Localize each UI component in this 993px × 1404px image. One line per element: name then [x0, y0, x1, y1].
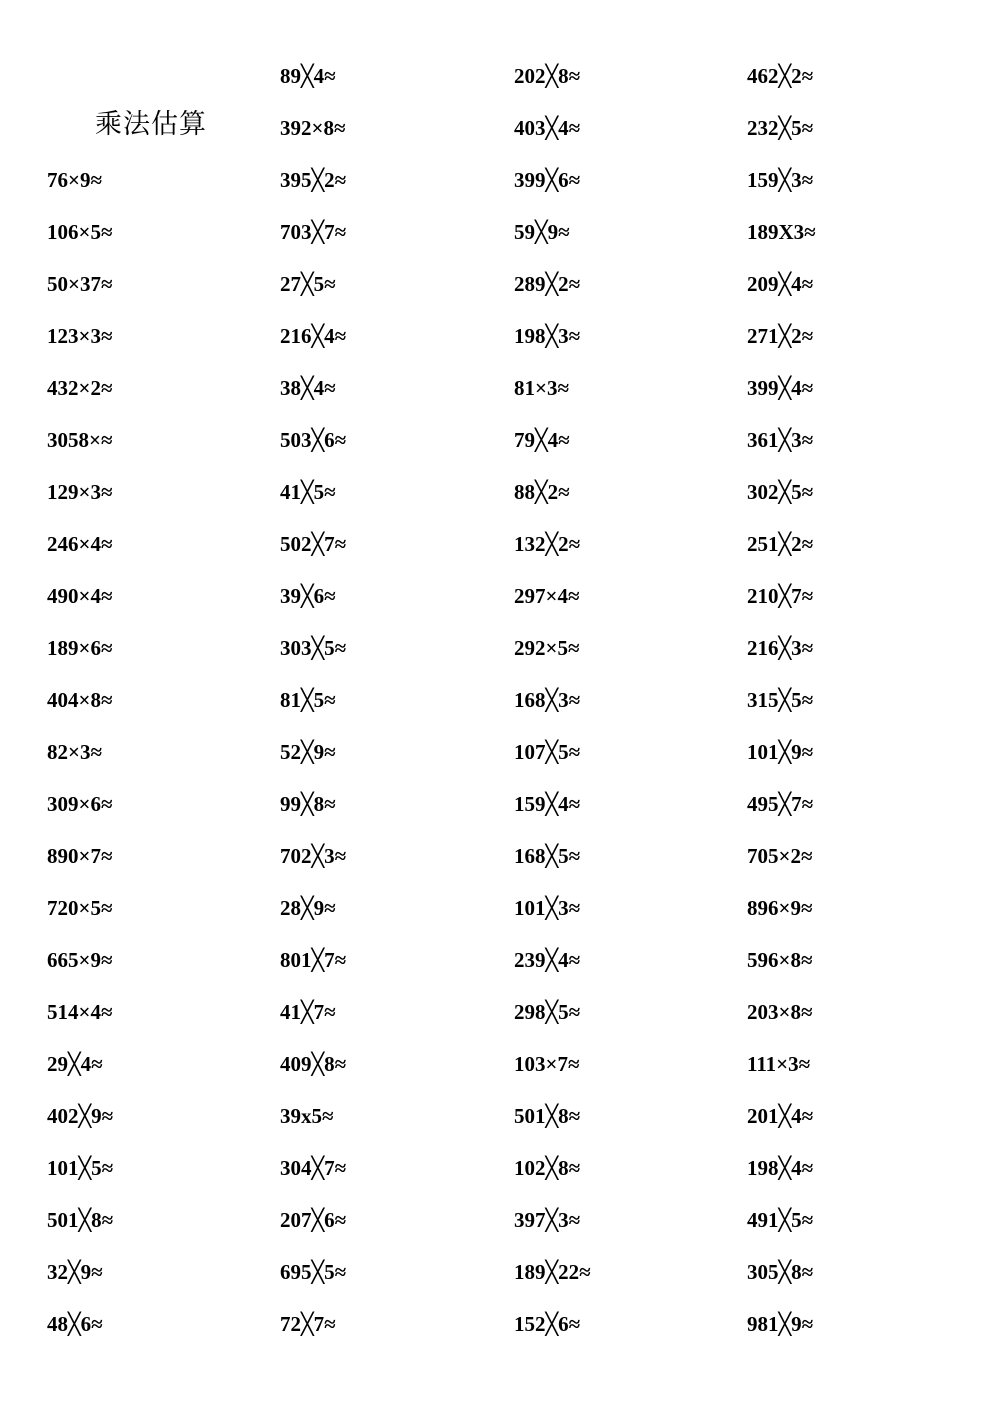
estimation-problem: 503╳6≈	[280, 428, 347, 452]
estimation-problem: 72╳7≈	[280, 1312, 336, 1336]
estimation-problem: 514×4≈	[47, 1000, 113, 1024]
estimation-problem: 39╳6≈	[280, 584, 336, 608]
estimation-problem: 59╳9≈	[514, 220, 570, 244]
estimation-problem: 305╳8≈	[747, 1260, 814, 1284]
estimation-problem: 103×7≈	[514, 1052, 580, 1076]
estimation-problem: 491╳5≈	[747, 1208, 814, 1232]
estimation-problem: 198╳4≈	[747, 1156, 814, 1180]
estimation-problem: 216╳3≈	[747, 636, 814, 660]
estimation-problem: 107╳5≈	[514, 740, 581, 764]
estimation-problem: 52╳9≈	[280, 740, 336, 764]
estimation-problem: 361╳3≈	[747, 428, 814, 452]
estimation-problem: 99╳8≈	[280, 792, 336, 816]
estimation-problem: 159╳4≈	[514, 792, 581, 816]
estimation-problem: 502╳7≈	[280, 532, 347, 556]
estimation-problem: 409╳8≈	[280, 1052, 347, 1076]
estimation-problem: 81╳5≈	[280, 688, 336, 712]
estimation-problem: 397╳3≈	[514, 1208, 581, 1232]
estimation-problem: 304╳7≈	[280, 1156, 347, 1180]
estimation-problem: 101╳5≈	[47, 1156, 114, 1180]
estimation-problem: 207╳6≈	[280, 1208, 347, 1232]
estimation-problem: 168╳5≈	[514, 844, 581, 868]
estimation-problem: 39x5≈	[280, 1104, 334, 1128]
estimation-problem: 596×8≈	[747, 948, 813, 972]
estimation-problem: 232╳5≈	[747, 116, 814, 140]
estimation-problem: 703╳7≈	[280, 220, 347, 244]
estimation-problem: 111×3≈	[747, 1052, 811, 1076]
estimation-problem: 159╳3≈	[747, 168, 814, 192]
estimation-problem: 705×2≈	[747, 844, 813, 868]
estimation-problem: 101╳3≈	[514, 896, 581, 920]
estimation-problem: 29╳4≈	[47, 1052, 103, 1076]
estimation-problem: 399╳4≈	[747, 376, 814, 400]
estimation-problem: 106×5≈	[47, 220, 113, 244]
estimation-problem: 981╳9≈	[747, 1312, 814, 1336]
estimation-problem: 432×2≈	[47, 376, 113, 400]
estimation-problem: 890×7≈	[47, 844, 113, 868]
estimation-problem: 216╳4≈	[280, 324, 347, 348]
estimation-problem: 404×8≈	[47, 688, 113, 712]
estimation-problem: 88╳2≈	[514, 480, 570, 504]
estimation-problem: 399╳6≈	[514, 168, 581, 192]
estimation-problem: 132╳2≈	[514, 532, 581, 556]
estimation-problem: 82×3≈	[47, 740, 102, 764]
estimation-problem: 129×3≈	[47, 480, 113, 504]
estimation-problem: 89╳4≈	[280, 64, 336, 88]
estimation-problem: 309×6≈	[47, 792, 113, 816]
estimation-problem: 201╳4≈	[747, 1104, 814, 1128]
estimation-problem: 41╳5≈	[280, 480, 336, 504]
estimation-problem: 402╳9≈	[47, 1104, 114, 1128]
estimation-problem: 501╳8≈	[514, 1104, 581, 1128]
estimation-problem: 3058×≈	[47, 428, 113, 452]
estimation-problem: 209╳4≈	[747, 272, 814, 296]
estimation-problem: 50×37≈	[47, 272, 113, 296]
estimation-problem: 203×8≈	[747, 1000, 813, 1024]
estimation-problem: 189╳22≈	[514, 1260, 591, 1284]
estimation-problem: 303╳5≈	[280, 636, 347, 660]
estimation-problem: 189×6≈	[47, 636, 113, 660]
estimation-problem: 152╳6≈	[514, 1312, 581, 1336]
estimation-problem: 490×4≈	[47, 584, 113, 608]
estimation-problem: 403╳4≈	[514, 116, 581, 140]
estimation-problem: 28╳9≈	[280, 896, 336, 920]
estimation-problem: 202╳8≈	[514, 64, 581, 88]
estimation-problem: 462╳2≈	[747, 64, 814, 88]
estimation-problem: 79╳4≈	[514, 428, 570, 452]
estimation-problem: 392×8≈	[280, 116, 346, 140]
estimation-problem: 302╳5≈	[747, 480, 814, 504]
estimation-problem: 41╳7≈	[280, 1000, 336, 1024]
estimation-problem: 239╳4≈	[514, 948, 581, 972]
estimation-problem: 102╳8≈	[514, 1156, 581, 1180]
estimation-problem: 298╳5≈	[514, 1000, 581, 1024]
estimation-problem: 38╳4≈	[280, 376, 336, 400]
estimation-problem: 292×5≈	[514, 636, 580, 660]
estimation-problem: 702╳3≈	[280, 844, 347, 868]
estimation-problem: 695╳5≈	[280, 1260, 347, 1284]
estimation-problem: 395╳2≈	[280, 168, 347, 192]
estimation-problem: 297×4≈	[514, 584, 580, 608]
estimation-problem: 123×3≈	[47, 324, 113, 348]
estimation-problem: 801╳7≈	[280, 948, 347, 972]
estimation-problem: 27╳5≈	[280, 272, 336, 296]
estimation-problem: 720×5≈	[47, 896, 113, 920]
estimation-problem: 495╳7≈	[747, 792, 814, 816]
estimation-problem: 198╳3≈	[514, 324, 581, 348]
estimation-problem: 289╳2≈	[514, 272, 581, 296]
estimation-problem: 32╳9≈	[47, 1260, 103, 1284]
estimation-problem: 210╳7≈	[747, 584, 814, 608]
estimation-problem: 168╳3≈	[514, 688, 581, 712]
estimation-problem: 251╳2≈	[747, 532, 814, 556]
estimation-problem: 271╳2≈	[747, 324, 814, 348]
estimation-problem: 81×3≈	[514, 376, 569, 400]
estimation-problem: 48╳6≈	[47, 1312, 103, 1336]
estimation-problem: 246×4≈	[47, 532, 113, 556]
worksheet-title: 乘法估算	[95, 109, 207, 140]
estimation-problem: 315╳5≈	[747, 688, 814, 712]
estimation-problem: 665×9≈	[47, 948, 113, 972]
estimation-problem: 896×9≈	[747, 896, 813, 920]
estimation-problem: 189X3≈	[747, 220, 816, 244]
estimation-problem: 101╳9≈	[747, 740, 814, 764]
estimation-problem: 76×9≈	[47, 168, 102, 192]
estimation-problem: 501╳8≈	[47, 1208, 114, 1232]
